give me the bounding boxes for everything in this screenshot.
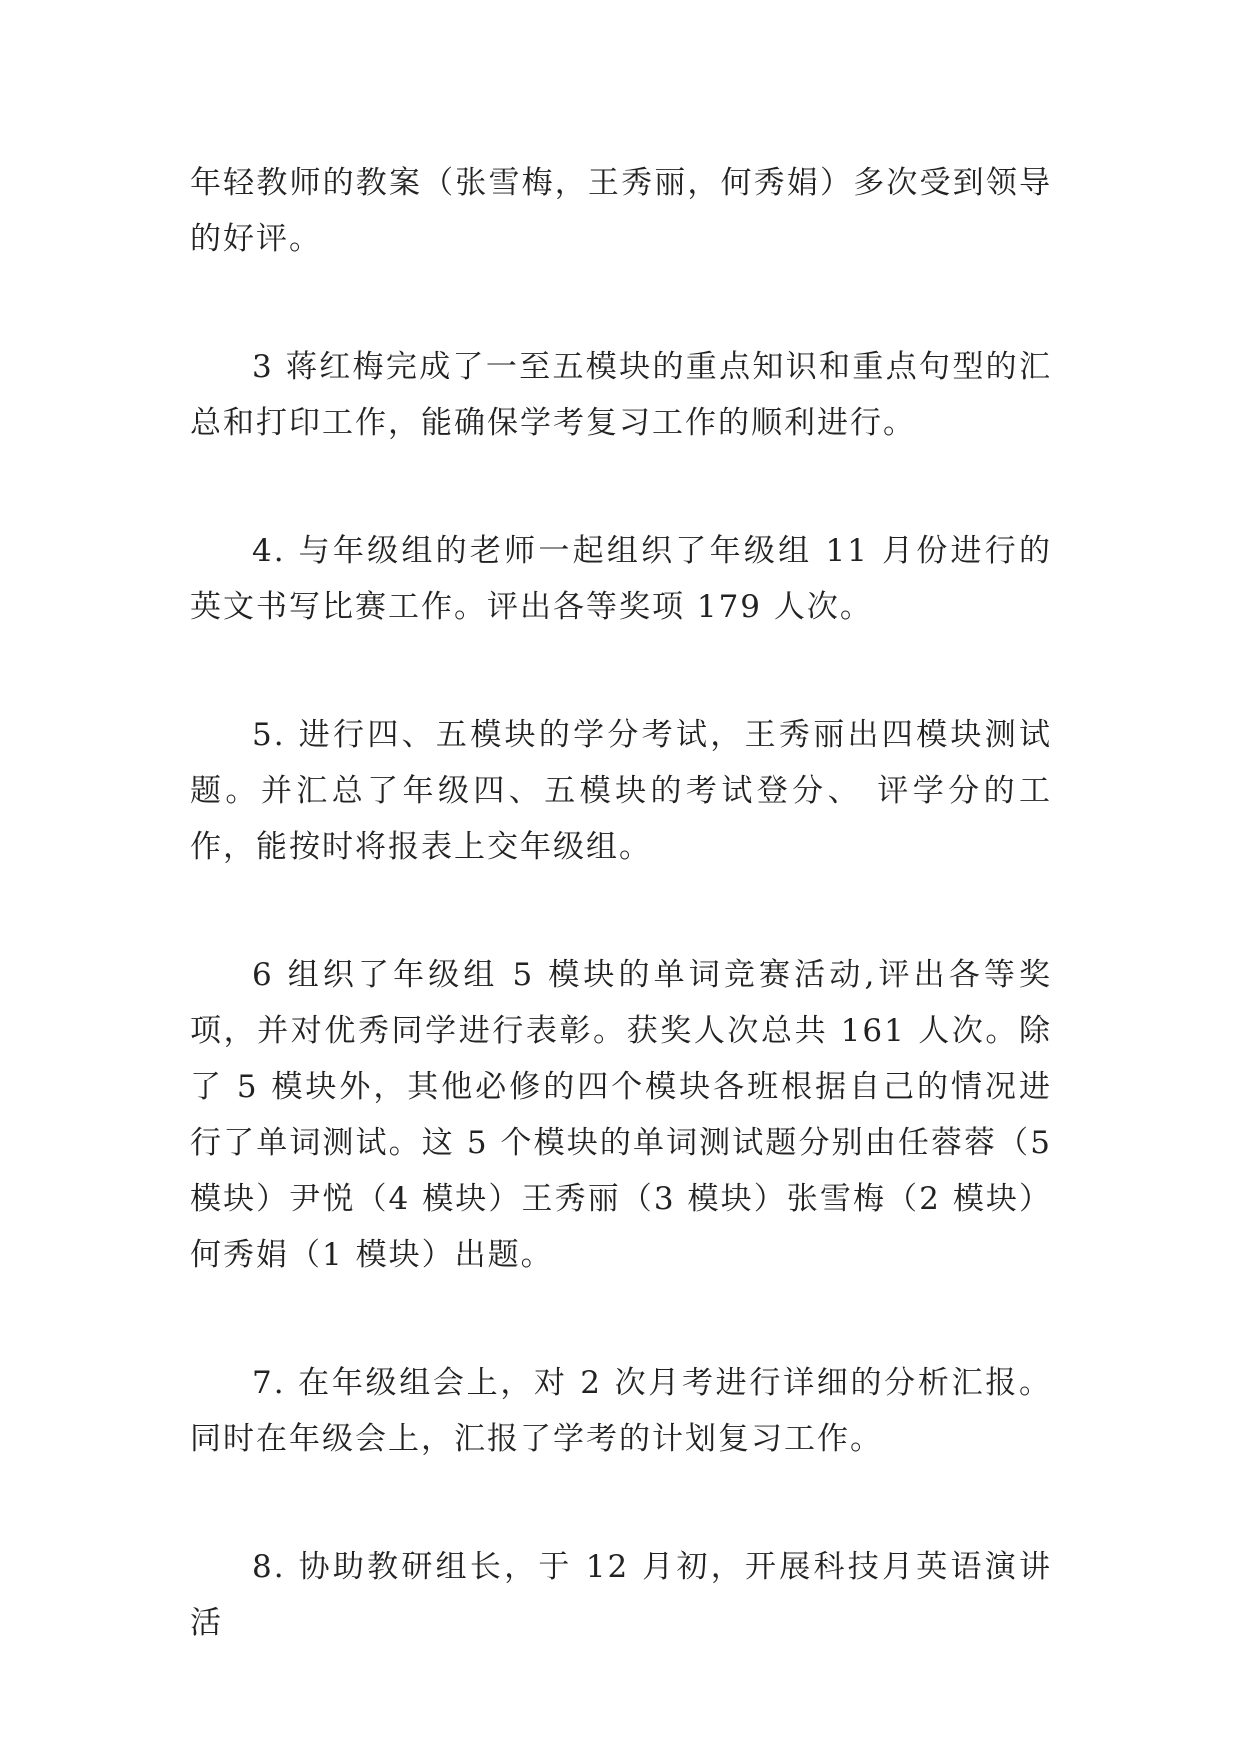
paragraph-5: 6 组织了年级组 5 模块的单词竞赛活动,评出各等奖项，并对优秀同学进行表彰。获奖人次总共 161 人次。除了 5 模块外，其他必修的四个模块各班根据自己的情况进行了单词测试。这 5 个模块的单词测试题分别由任蓉蓉（5 模块）尹悦（4 模块）王秀丽（3 模块）张雪梅（2 模块）何秀娟（1 模块）出题。 — [190, 957, 1052, 1273]
paragraph-4: 5. 进行四、五模块的学分考试，王秀丽出四模块测试题。并汇总了年级四、五模块的考试登分、 评学分的工作，能按时将报表上交年级组。 — [190, 717, 1052, 865]
paragraph-6: 7. 在年级组会上，对 2 次月考进行详细的分析汇报。同时在年级会上，汇报了学考的计划复习工作。 — [190, 1365, 1052, 1457]
document-body — [190, 155, 1052, 1723]
paragraph-2: 3 蒋红梅完成了一至五模块的重点知识和重点句型的汇总和打印工作，能确保学考复习工作的顺利进行。 — [190, 349, 1052, 441]
paragraph-1: 年轻教师的教案（张雪梅，王秀丽，何秀娟）多次受到领导的好评。 — [190, 165, 1052, 257]
paragraph-3: 4. 与年级组的老师一起组织了年级组 11 月份进行的英文书写比赛工作。评出各等奖项 179 人次。 — [190, 533, 1052, 625]
paragraph-7: 8. 协助教研组长，于 12 月初，开展科技月英语演讲活 — [190, 1549, 1052, 1641]
